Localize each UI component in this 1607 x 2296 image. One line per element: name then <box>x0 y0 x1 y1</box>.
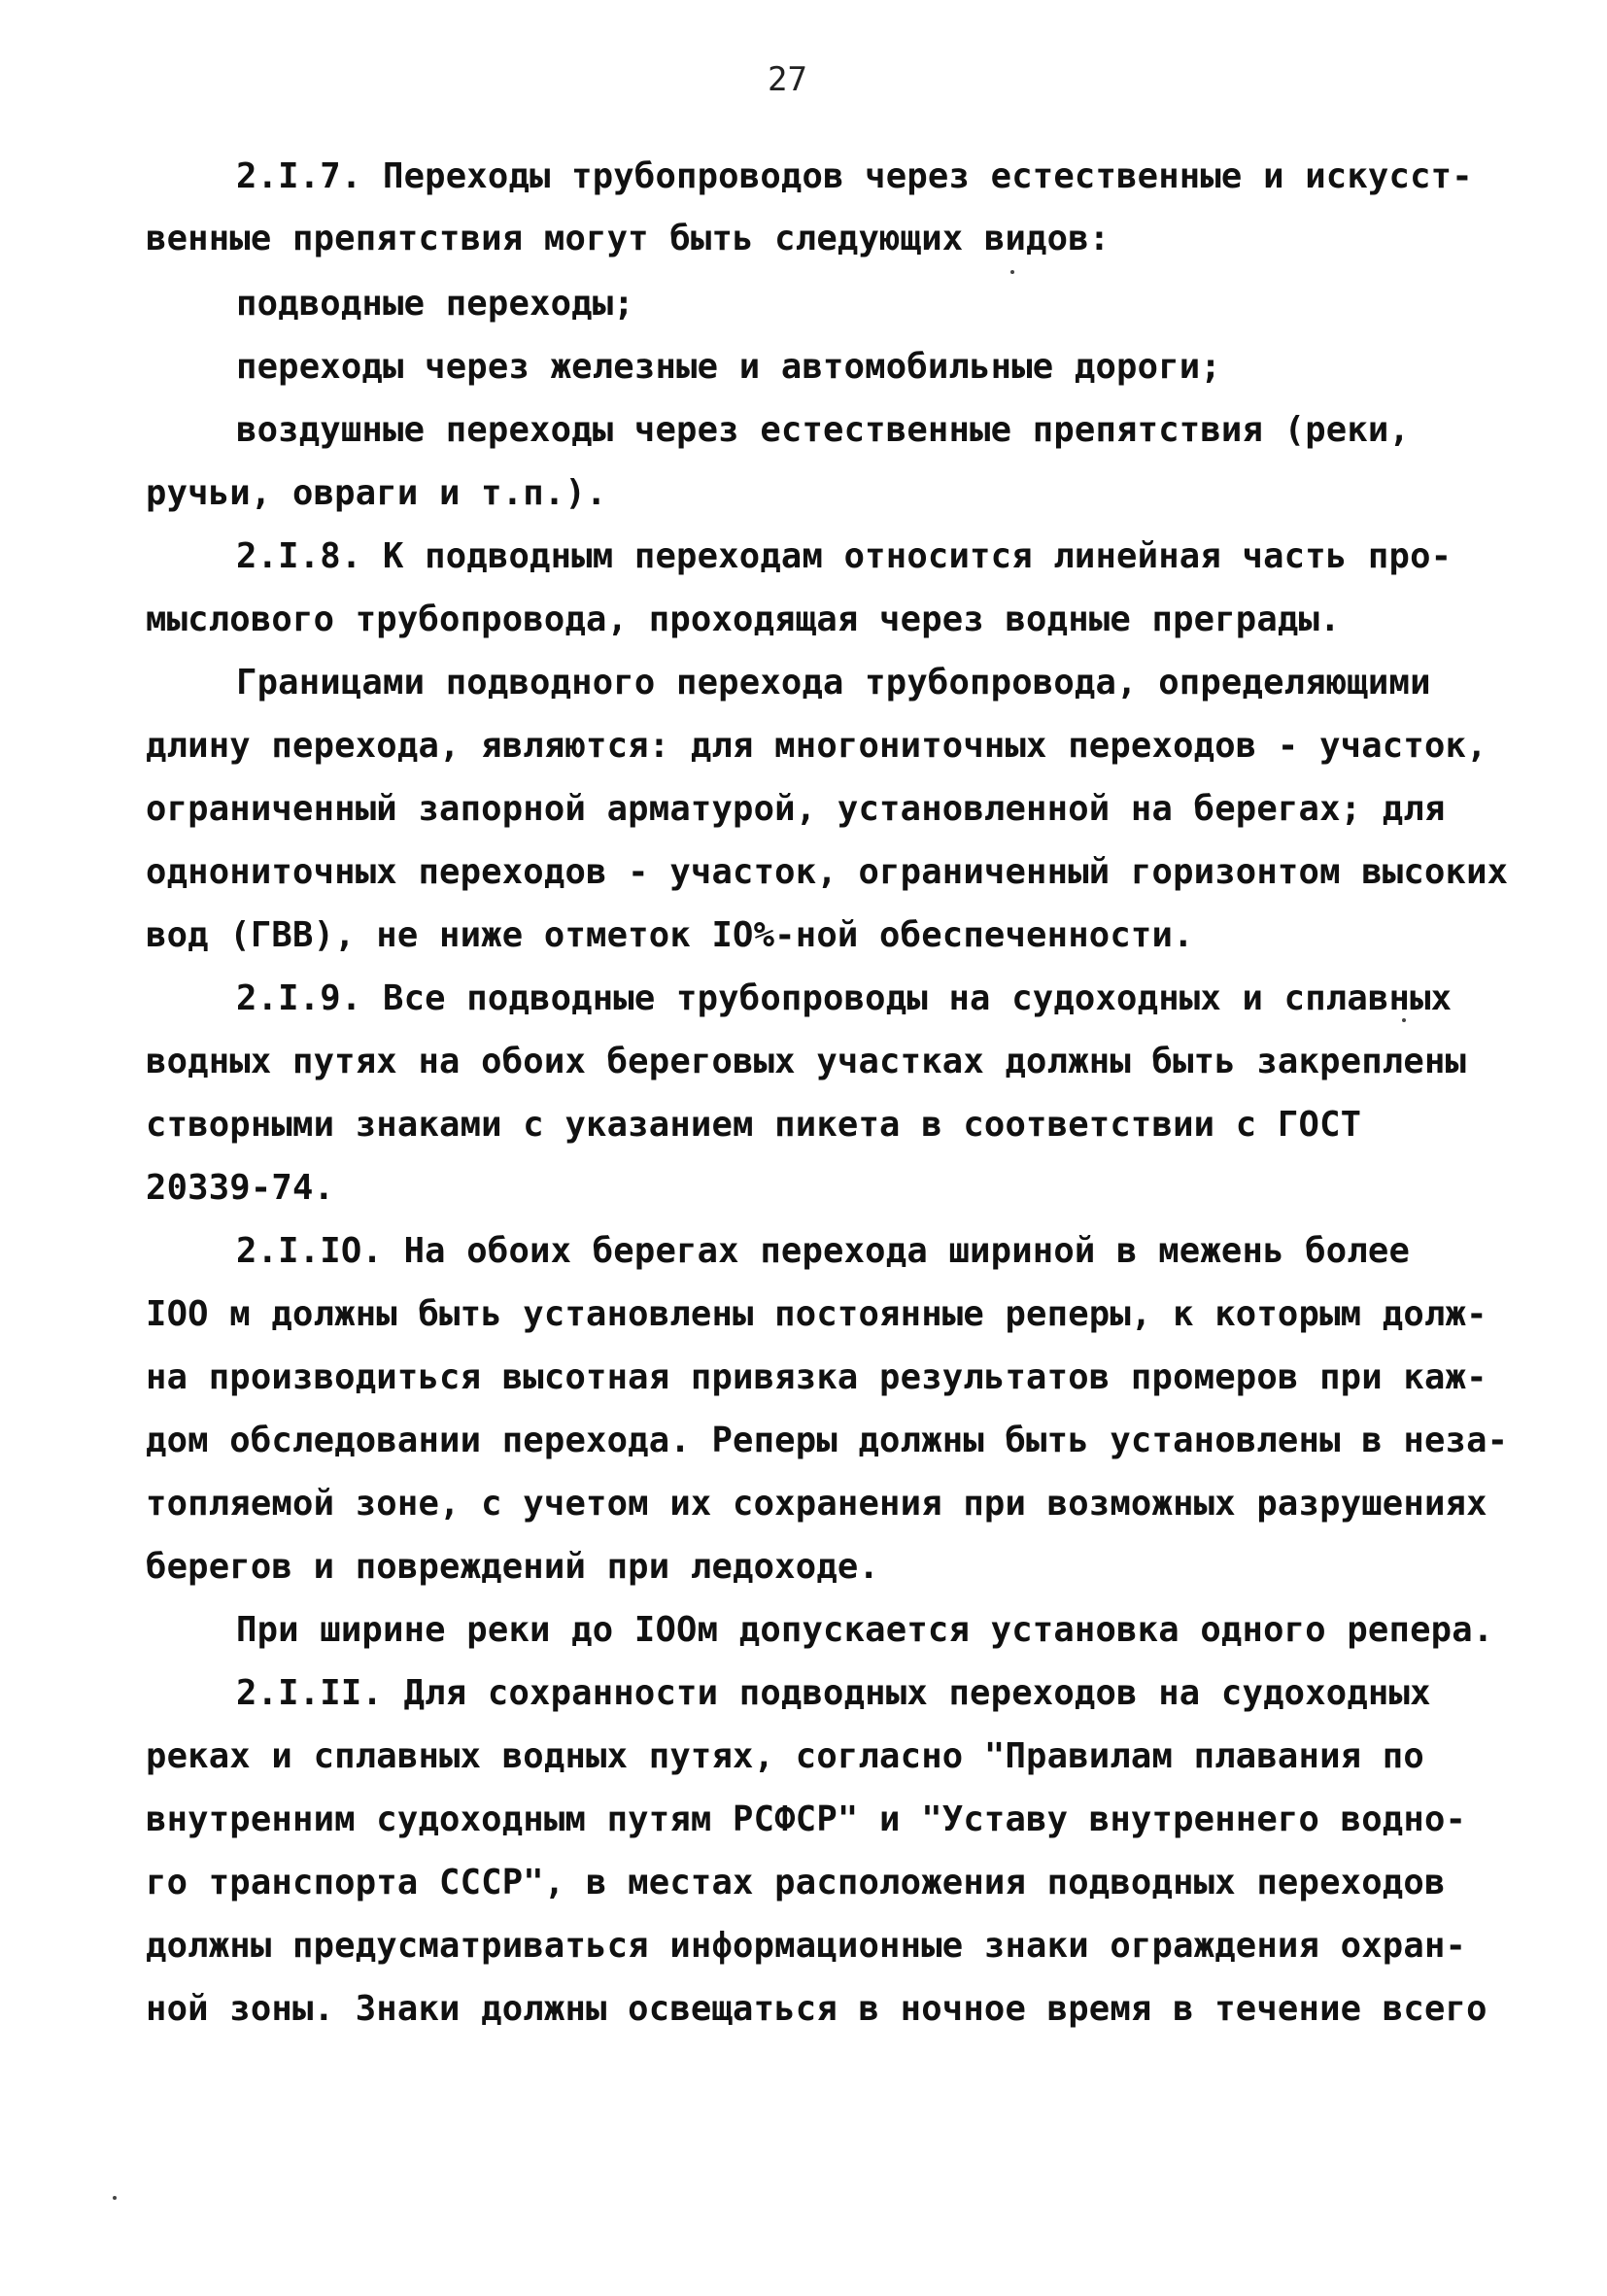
text-line: 2.I.9. Все подводные трубопроводы на судоходных и сплавных <box>236 978 1453 1018</box>
text-line: реках и сплавных водных путях, согласно "Правилам плавания по <box>146 1736 1424 1776</box>
text-line: берегов и повреждений при ледоходе. <box>146 1547 880 1587</box>
text-line: 2.I.IO. На обоих берегах перехода шириной в межень более <box>236 1231 1411 1271</box>
text-line: 2.I.8. К подводным переходам относится линейная часть про- <box>236 536 1453 576</box>
text-line: ручьи, овраги и т.п.). <box>146 473 607 513</box>
text-line: воздушные переходы через естественные препятствия (реки, <box>236 410 1411 450</box>
text-line: дом обследовании перехода. Реперы должны быть установлены в неза- <box>146 1421 1509 1460</box>
text-line: 2.I.7. Переходы трубопроводов через естественные и искусст- <box>236 156 1473 196</box>
text-line: водных путях на обоих береговых участках должны быть закреплены <box>146 1042 1467 1081</box>
text-line: 2.I.II. Для сохранности подводных переходов на судоходных <box>236 1673 1431 1713</box>
text-line: створными знаками с указанием пикета в соответствии с ГОСТ <box>146 1105 1362 1145</box>
text-line: мыслового трубопровода, проходящая через водные преграды. <box>146 600 1341 639</box>
text-line: IOO м должны быть установлены постоянные реперы, к которым долж- <box>146 1294 1487 1334</box>
text-line: венные препятствия могут быть следующих видов: <box>146 219 1111 258</box>
text-line: длину перехода, являются: для многониточных переходов - участок, <box>146 726 1487 766</box>
text-line: ограниченный запорной арматурой, установленной на берегах; для <box>146 789 1446 829</box>
text-line: должны предусматриваться информационные знаки ограждения охран- <box>146 1926 1467 1966</box>
text-line: При ширине реки до IOOм допускается установка одного репера. <box>236 1610 1494 1650</box>
text-line: Границами подводного перехода трубопровода, определяющими <box>236 663 1431 703</box>
text-line: ной зоны. Знаки должны освещаться в ночное время в течение всего <box>146 1989 1487 2029</box>
text-line: подводные переходы; <box>236 284 634 324</box>
text-line: переходы через железные и автомобильные дороги; <box>236 347 1221 387</box>
text-line: го транспорта СССР", в местах расположения подводных переходов <box>146 1863 1446 1902</box>
text-line: топляемой зоне, с учетом их сохранения при возможных разрушениях <box>146 1484 1487 1524</box>
scan-speck <box>113 2196 117 2200</box>
text-line: однониточных переходов - участок, ограниченный горизонтом высоких <box>146 852 1509 892</box>
text-line: 20339-74. <box>146 1168 335 1208</box>
text-line: внутренним судоходным путям РСФСР" и "Уставу внутреннего водно- <box>146 1799 1467 1839</box>
text-line: на производиться высотная привязка результатов промеров при каж- <box>146 1357 1487 1397</box>
page-number: 27 <box>768 60 807 99</box>
scan-speck <box>1402 1018 1406 1022</box>
scan-speck <box>1010 270 1014 274</box>
text-line: вод (ГВВ), не ниже отметок IO%-ной обеспеченности. <box>146 915 1194 955</box>
